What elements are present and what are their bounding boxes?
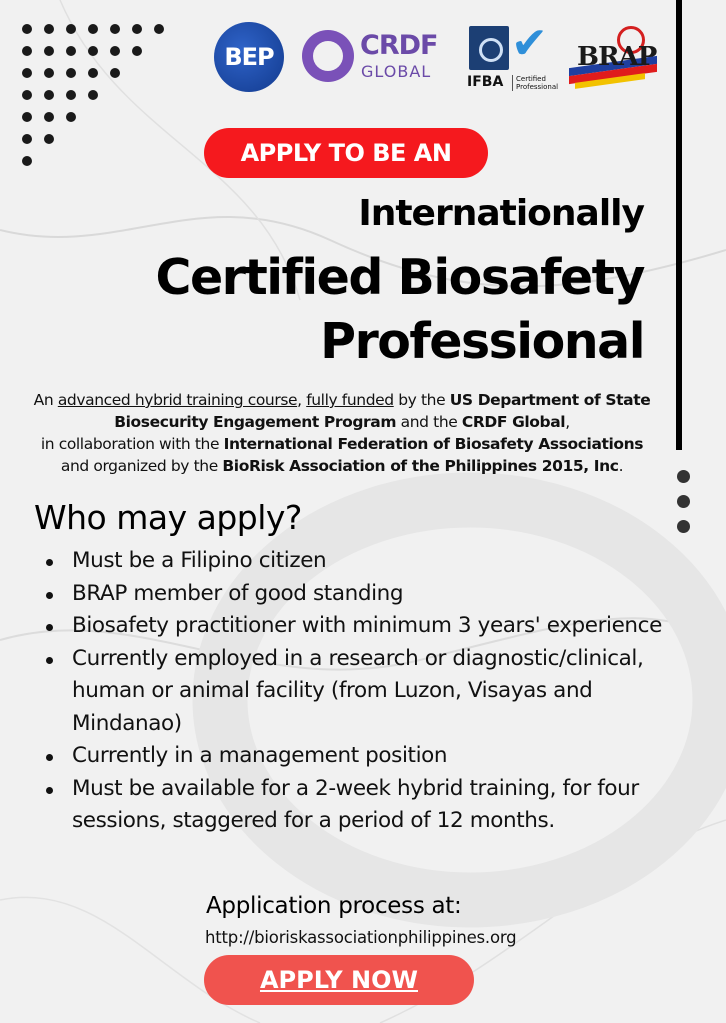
- crdf-global-logo: [302, 30, 447, 90]
- ifba-certified-logo: [467, 18, 559, 94]
- list-item: Biosafety practitioner with minimum 3 years' experience: [44, 610, 684, 643]
- crdf-text: CRDF Global: [461, 413, 566, 431]
- decorative-vertical-dots: [677, 470, 690, 545]
- ifba-text: International Federation of Biosafety Associations: [223, 435, 644, 453]
- who-may-apply-heading: Who may apply?: [34, 498, 302, 537]
- checkmark-icon: ✔: [511, 18, 548, 69]
- heading-internationally: Internationally: [358, 193, 644, 234]
- brap-logo: [567, 26, 662, 92]
- application-url-link[interactable]: http://bioriskassociationphilippines.org: [205, 928, 517, 947]
- ifba-logo-subtext: Certified Professional: [512, 75, 558, 91]
- bep-logo-text: BEP: [224, 43, 274, 71]
- ifba-logo-text: IFBA: [467, 74, 504, 90]
- heading-certified-biosafety: Certified Biosafety: [155, 249, 644, 306]
- us-dept-text: US Department of State Biosecurity Engagement Program: [114, 391, 651, 431]
- funded-text: fully funded: [306, 391, 394, 409]
- requirements-list: [44, 545, 684, 838]
- course-link-text: advanced hybrid training course: [57, 391, 298, 409]
- brap-text: BioRisk Association of the Philippines 2015, Inc: [222, 457, 619, 475]
- application-process-label: Application process at:: [206, 893, 462, 919]
- brap-logo-text: BRAP: [577, 42, 657, 72]
- intro-paragraph: An advanced hybrid training course, fully funded by the US Department of State Biosecurity Engagement Program and the CRDF Global, in collaboration with the International Federation of Biosafety Associations and organized by the BioRisk Association of the Philippines 2015, Inc.: [33, 391, 651, 475]
- crdf-logo-text: CRDF: [360, 30, 438, 61]
- list-item: Currently employed in a research or diagnostic/clinical, human or animal facility (from Luzon, Visayas and Mindanao): [44, 643, 684, 741]
- crdf-ring-icon: [302, 30, 354, 82]
- list-item: BRAP member of good standing: [44, 578, 684, 611]
- apply-now-button[interactable]: APPLY NOW: [204, 955, 474, 1005]
- decorative-vertical-bar: [676, 0, 682, 450]
- heading-professional: Professional: [320, 313, 644, 370]
- decorative-dot-grid: [22, 24, 164, 178]
- list-item: Currently in a management position: [44, 740, 684, 773]
- apply-to-be-an-banner: APPLY TO BE AN: [204, 128, 488, 178]
- bep-logo: [214, 22, 284, 92]
- list-item: Must be available for a 2-week hybrid training, for four sessions, staggered for a period of 12 months.: [44, 773, 684, 838]
- partner-logos: [210, 20, 670, 100]
- crdf-logo-subtext: GLOBAL: [361, 62, 432, 81]
- list-item: Must be a Filipino citizen: [44, 545, 684, 578]
- ifba-globe-icon: [469, 26, 509, 70]
